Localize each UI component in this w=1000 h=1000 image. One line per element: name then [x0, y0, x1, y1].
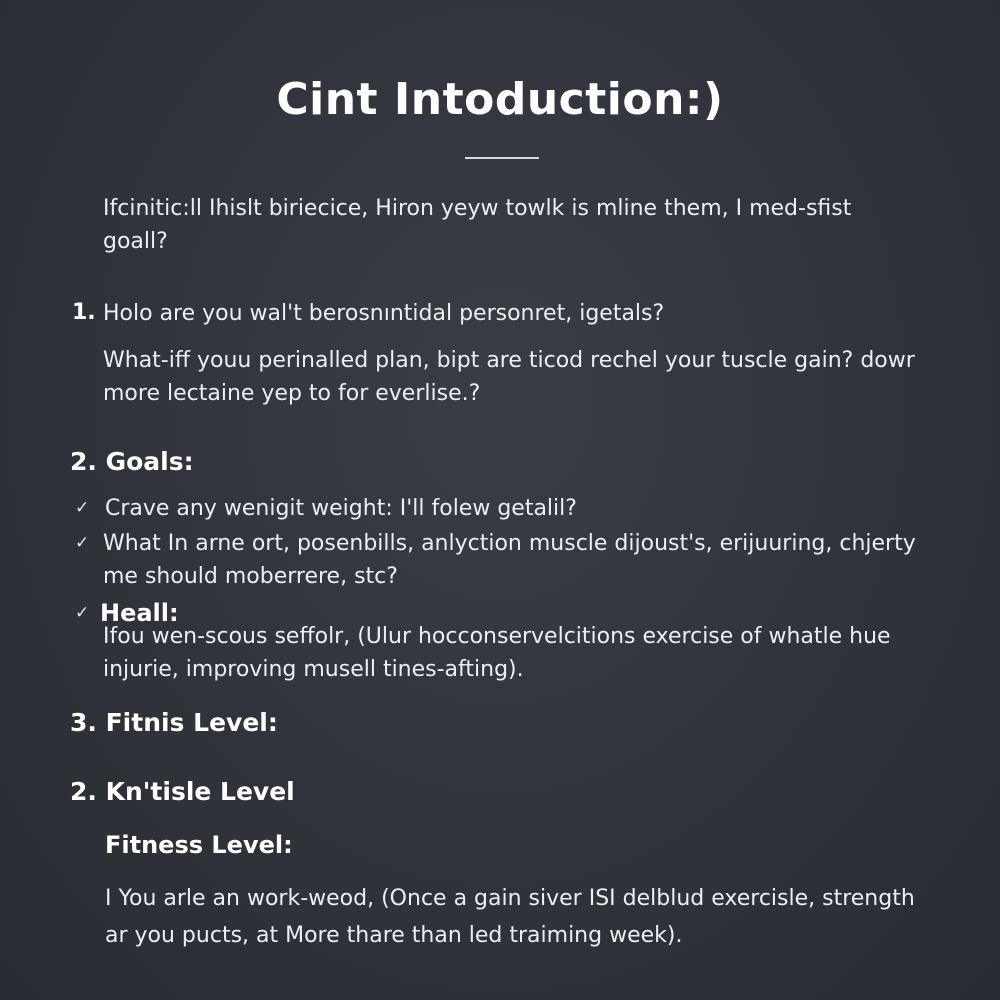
section-2b-heading: 2. Kn'tisle Level	[70, 777, 295, 806]
intro-paragraph: Ifcinitic:ll Ihislt biriecice, Hiron yeyw towlk is mline them, I med-sfist goall?	[103, 196, 852, 254]
goal-item-2: What In arne ort, posenbills, anlyction muscle dijoust's, erijuuring, chjerty me should moberrere, stc?	[103, 531, 916, 589]
heall-label: Heall:	[100, 599, 179, 627]
title-divider	[465, 157, 539, 159]
heall-body: Ifou wen-scous seffolr, (Ulur hocconservelcitions exercise of whatle hue injurie, improving musell tines-afting).	[103, 624, 891, 682]
check-icon: ✓	[75, 498, 90, 518]
check-icon: ✓	[75, 533, 90, 553]
goals-heading: 2. Goals:	[70, 447, 194, 476]
fitness-level-label: Fitness Level:	[105, 831, 293, 859]
section-3-heading: 3. Fitnis Level:	[70, 708, 278, 737]
item-1-question: Holo are you wal't berosnıntidal personret, igetals?	[103, 301, 665, 326]
goal-item-1: Crave any wenigit weight: I'll folew getalil?	[105, 496, 577, 521]
check-icon: ✓	[75, 603, 90, 623]
page-title: Cint Intoduction:)	[276, 74, 724, 125]
item-1-body: What-iff youu perinalled plan, bipt are ticod rechel your tuscle gain? dowr more lectaine yep to for everlise.?	[103, 348, 915, 406]
fitness-level-body: I You arle an work-weod, (Once a gain siver ISI delblud exercisle, strength ar you pucts, at More thare than led traiming week).	[105, 886, 915, 948]
item-1-number: 1.	[72, 300, 96, 325]
